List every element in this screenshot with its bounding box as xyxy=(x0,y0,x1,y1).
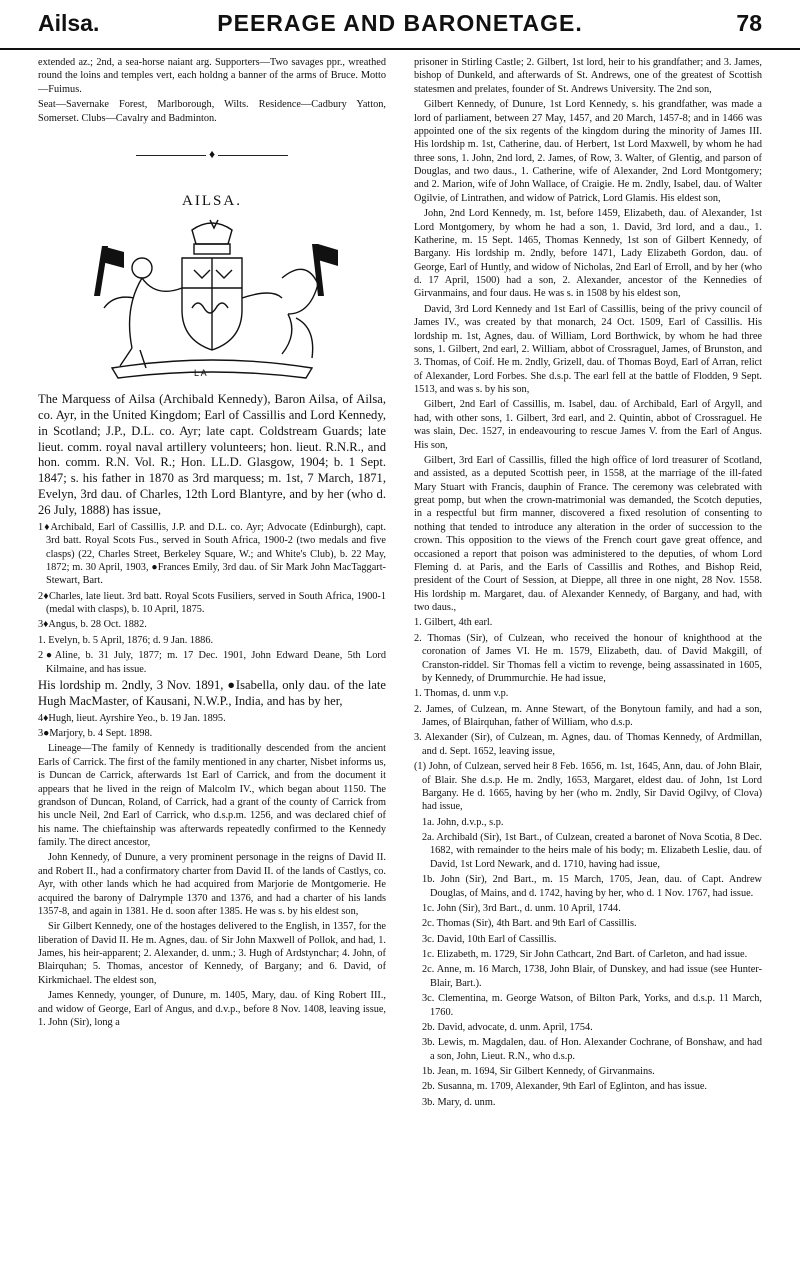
issue-item: 3●Marjory, b. 4 Sept. 1898. xyxy=(38,728,153,740)
issue-item: 2●Aline, b. 31 July, 1877; m. 17 Dec. 1901, John Edward Deane, 5th Lord Kilmaine, and has issue. xyxy=(38,650,386,675)
descendant-item: 1b. John (Sir), 2nd Bart., m. 15 March, 1705, Jean, dau. of Capt. Andrew Douglas, of Mains, and d. 1742, having by her, who d. 1 Nov. 1767, had issue. xyxy=(422,874,762,899)
issue-item: 1♦Archibald, Earl of Cassillis, J.P. and D.L. co. Ayr; Advocate (Edinburgh), capt. 3rd batt. Royal Scots Fus., served in South Africa, 1900-2 (two medals and five clasps) (22, Charles Street, Berkeley Square, W.; and White's Club), b. 22 May, 1872; m. 30 April, 1903, ●Frances Emily, 3rd dau. of Sir Mark John MacTaggart-Stewart, Bart. xyxy=(38,521,386,587)
lineage-paragraph: prisoner in Stirling Castle; 2. Gilbert, 1st lord, heir to his grandfather; and 3. James, bishop of Dunkeld, and afterwards of St. Andrews, one of the greatest of Scottish statesmen and prelates, founder of St. Andrews University. The 2nd son, xyxy=(414,57,762,95)
arms-text: extended az.; 2nd, a sea-horse naiant arg. Supporters—Two savages ppr., wreathed round the loins and temples vert, each holdng a banner of the arms of Bruce. Motto—Fuimus. xyxy=(38,57,386,95)
second-marriage: His lordship m. 2ndly, 3 Nov. 1891, ●Isabella, only dau. of the late Hugh MacMaster, of Kausani, N.W.P., India, and has by her, xyxy=(38,677,386,708)
lineage-paragraph: John, 2nd Lord Kennedy, m. 1st, before 1459, Elizabeth, dau. of Alexander, 1st Lord Montgomery, by whom he had a son, 1. David, 3rd lord, and a dau., 1. Katherine, m. 15 Sept. 1465, Thomas Kennedy, 1st son of Gilbert Kennedy, of Bargany. His lordship m. 2ndly, before 1471, Lady Elizabeth Gordon, dau. of George, Earl of Huntly, and widow of Nicholas, 2nd Earl of Erroll, and by her (who d. 17 April, 1500) had a son, 2. Alexander, ancestor of the Kennedies of Girvanmains, and four daus. He was s. in 1508 by his eldest son, xyxy=(414,208,762,300)
descendant-item: (1) John, of Culzean, served heir 8 Feb. 1656, m. 1st, 1645, Ann, dau. of John Blair, of Blair. She d.s.p. He m. 2ndly, 1653, Margaret, eldest dau. of John, 1st Lord Bargany. He d. 1665, having by her (who m. 2ndly, Sir David Ogilvy, of Clova) had issue, xyxy=(414,761,762,813)
right-column xyxy=(414,56,762,1262)
descendant-item: 3b. Lewis, m. Magdalen, dau. of Hon. Alexander Cochrane, of Bonshaw, and had a son, John, Lieut. R.N., who d.s.p. xyxy=(422,1037,762,1062)
descendant-item: 2b. Susanna, m. 1709, Alexander, 9th Earl of Eglinton, and has issue. xyxy=(422,1081,707,1093)
lineage-paragraph: Lineage—The family of Kennedy is traditionally descended from the ancient Earls of Carrick. The first of the family mentioned in any charter, Nisbet informs us, is Duncan de Carrick, afterwards 1st Earl of Carrick, and from the document it appears that he lived in the reign of Malcolm IV., which began about 1150. The grandson of Duncan, Roland, of Carrick, had a grant of the county of Carrick from his uncle Neil, 2nd Earl of Carrick, who d.s.p.m. 1256, and was declared chief of his name. The chieftainship was afterwards repeatedly confirmed to the Kennedy family. The direct ancestor, xyxy=(38,743,386,849)
running-head-title: PEERAGE AND BARONETAGE. xyxy=(217,10,583,36)
issue-item: 1. Gilbert, 4th earl. xyxy=(414,617,493,629)
descendant-item: 3c. Clementina, m. George Watson, of Bilton Park, Yorks, and d.s.p. 11 March, 1760. xyxy=(422,993,762,1018)
lineage-paragraph: Gilbert, 2nd Earl of Cassillis, m. Isabel, dau. of Archibald, Earl of Argyll, and had, with other sons, 1. Gilbert, 3rd earl, and 2. Quintin, abbot of Crossraguel. He was slain, Dec. 1527, in endeavouring to rescue James V. from the Earl of Angus. His son, xyxy=(414,399,762,451)
seat-text: Seat—Savernake Forest, Marlborough, Wilts. Residence—Cadbury Yatton, Somerset. Clubs—Cavalry and Badminton. xyxy=(38,99,386,124)
descendant-item: 2a. Archibald (Sir), 1st Bart., of Culzean, created a baronet of Nova Scotia, 8 Dec. 1682, with remainder to the heirs male of his body; m. Elizabeth Leslie, dau. of David, 1st Lord Newark, and d. 1710, having had issue, xyxy=(422,832,762,870)
descendant-item: 3. Alexander (Sir), of Culzean, m. Agnes, dau. of Thomas Kennedy, of Ardmillan, and d. Sept. 1652, leaving issue, xyxy=(414,732,762,757)
lineage-paragraph: James Kennedy, younger, of Dunure, m. 1405, Mary, dau. of King Robert III., and widow of George, Earl of Angus, and d.v.p., before 8 Nov. 1408, leaving issue, 1. John (Sir), long a xyxy=(38,990,386,1028)
marquess-entry: The Marquess of Ailsa (Archibald Kennedy), Baron Ailsa, of Ailsa, co. Ayr, in the United Kingdom; Earl of Cassillis and Lord Kennedy, in Scotland; J.P., D.L. co. Ayr; late capt. Coldstream Guards; late lieut. comm. royal naval artillery volunteers; hon. lieut. R.N.R., and hon. comm. R.N. Vol. R.; Hon. LL.D. Glasgow, 1904; b. 1 Sept. 1847; s. his father in 1870 as 3rd marquess; m. 1st, 7 March, 1871, Evelyn, 3rd dau. of Charles, 12th Lord Blantyre, and by her (who d. 26 July, 1888) has issue, xyxy=(38,391,386,517)
descendant-item: 3c. David, 10th Earl of Cassillis. xyxy=(422,933,557,945)
descendant-item: 1c. John (Sir), 3rd Bart., d. unm. 10 April, 1744. xyxy=(422,902,621,914)
lineage-paragraph: David, 3rd Lord Kennedy and 1st Earl of Cassillis, being of the privy council of James IV., was created by that monarch, 24 Oct. 1509, Earl of Cassillis. His lordship m. 1st, Agnes, dau. of William, Lord Borthwick, by whom he had three sons, 1. Gilbert, 2nd earl, 2. William, abbot of Crossraguel, James, of Brunston, and 3. Thomas, of Coif. He m. 2ndly, Grizell, dau. of Thomas Boyd, Earl of Arran, relict of Alexander, Lord Forbes. She d.s.p. The earl fell at the battle of Flodden, 9 Sept. 1513, and was s. by his son, xyxy=(414,303,762,395)
lineage-paragraph: Sir Gilbert Kennedy, one of the hostages delivered to the English, in 1357, for the liberation of David II. He m. Agnes, dau. of Sir John Maxwell of Pollok, and had, 1. James, his heir-apparent; 2. Alexander, d. unm.; 3. Hugh of Ardstynchar; 4. John, of Blairquhan; 5. Thomas, ancestor of Kennedy, of Bargany; and 6. David, of Kirkmichael. The eldest son, xyxy=(38,921,386,986)
lineage-paragraph: Gilbert, 3rd Earl of Cassillis, filled the high office of lord treasurer of Scotland, and assisted, as a deputed Scottish peer, in 1558, at the marriage of the ill-fated Mary Stuart with Francis, dauphin of France. The ceremony was celebrated with great pomp, but when the crown-matrimonial was demanded, the Scotch deputies, in a respectful but firm manner, discovered a fixed resolution of consenting to nothing that tended to introduce any alteration in the order of succession to the crown. This opposition to the views of the French court gave great offence, and occasioned a report that poison was administered to the deputies, of whom Lord Fleming d. at Paris, and the Earls of Cassillis and Rothes, and Bishop Reid, president of the Court of Session, at Dieppe, all three in one night, 28 Nov. 1558. His lordship m. Margaret, dau. of Alexander Kennedy, of Bargany, and had, with two daus., xyxy=(414,454,762,613)
section-title: AILSA. xyxy=(182,193,242,210)
issue-item: 2. Thomas (Sir), of Culzean, who received the honour of knighthood at the coronation of James VI. He m. 1579, Elizabeth, dau. of David Makgill, of Cranston-riddel. Sir Thomas fell a victim to revenge, being assassinated in 1605, by Kennedy, of Drummurchie. He had issue, xyxy=(414,632,762,684)
issue-item: 2♦Charles, late lieut. 3rd batt. Royal Scots Fusiliers, served in South Africa, 1900-1 (medal with clasps), b. 10 April, 1875. xyxy=(38,590,386,616)
issue-item: 1. Evelyn, b. 5 April, 1876; d. 9 Jan. 1886. xyxy=(38,634,214,646)
page-header xyxy=(0,0,800,50)
lineage-paragraph: John Kennedy, of Dunure, a very prominent personage in the reigns of David II. and Robert II., had a confirmatory charter from David II. of the lands of Castlys, co. Ayr, with other lands which he had acquired from Marjorie de Montgomerie. He acquired the barony of Dalrymple 1370 and 1376, and had a charter of his lands 1357-8, and again in 1381. He d. soon after 1385. He was s. by his eldest son, xyxy=(38,852,386,917)
left-column xyxy=(38,56,386,1262)
descendant-item: 2c. Anne, m. 16 March, 1738, John Blair, of Dunskey, and had issue (see Hunter-Blair, Bart.). xyxy=(422,964,762,989)
running-head-left: Ailsa. xyxy=(38,10,100,36)
section-divider: ♦ xyxy=(38,147,386,163)
descendant-item: 2. James, of Culzean, m. Anne Stewart, of the Bonytoun family, and had a son, James, of Blairquhan, father of William, who d.s.p. xyxy=(414,703,762,728)
descendant-item: 2c. Thomas (Sir), 4th Bart. and 9th Earl of Cassillis. xyxy=(422,918,637,930)
descendant-item: 3b. Mary, d. unm. xyxy=(422,1096,496,1108)
issue-item: 4♦Hugh, lieut. Ayrshire Yeo., b. 19 Jan. 1895. xyxy=(38,712,226,724)
descendant-item: 2b. David, advocate, d. unm. April, 1754. xyxy=(422,1021,593,1033)
descendant-item: 1c. Elizabeth, m. 1729, Sir John Cathcart, 2nd Bart. of Carleton, and had issue. xyxy=(422,949,748,960)
lineage-paragraph: Gilbert Kennedy, of Dunure, 1st Lord Kennedy, s. his grandfather, was made a lord of parliament, between 27 May, 1457, and 20 March, 1457-8; and in 1466 was appointed one of the six regents of the kingdom during the minority of James III. His lordship m. 1st, Catherine, dau. of Herbert, 1st Lord Maxwell, by whom he had three sons, 1. John, 2nd lord, 2. James, of Row, 3. Walter, of Glentig, and parson of Douglas, and two daus., 1. Catherine, wife of Alexander, 2nd Lord Montgomery; and 2. Marion, wife of John Wallace, of Craigie. He m. 2ndly, Isabel, dau. of Walter Ogilvie, of Lintrathen, and widow of Patrick, Lord Glamis. His eldest son, xyxy=(414,99,762,204)
descendant-item: 1b. Jean, m. 1694, Sir Gilbert Kennedy, of Girvanmains. xyxy=(422,1066,655,1077)
issue-item: 3♦Angus, b. 28 Oct. 1882. xyxy=(38,619,147,631)
descendant-item: 1a. John, d.v.p., s.p. xyxy=(422,816,504,828)
coat-of-arms-image xyxy=(82,218,342,386)
page-number: 78 xyxy=(736,10,762,36)
descendant-item: 1. Thomas, d. unm v.p. xyxy=(414,688,509,700)
crest-label: L A xyxy=(194,367,207,378)
